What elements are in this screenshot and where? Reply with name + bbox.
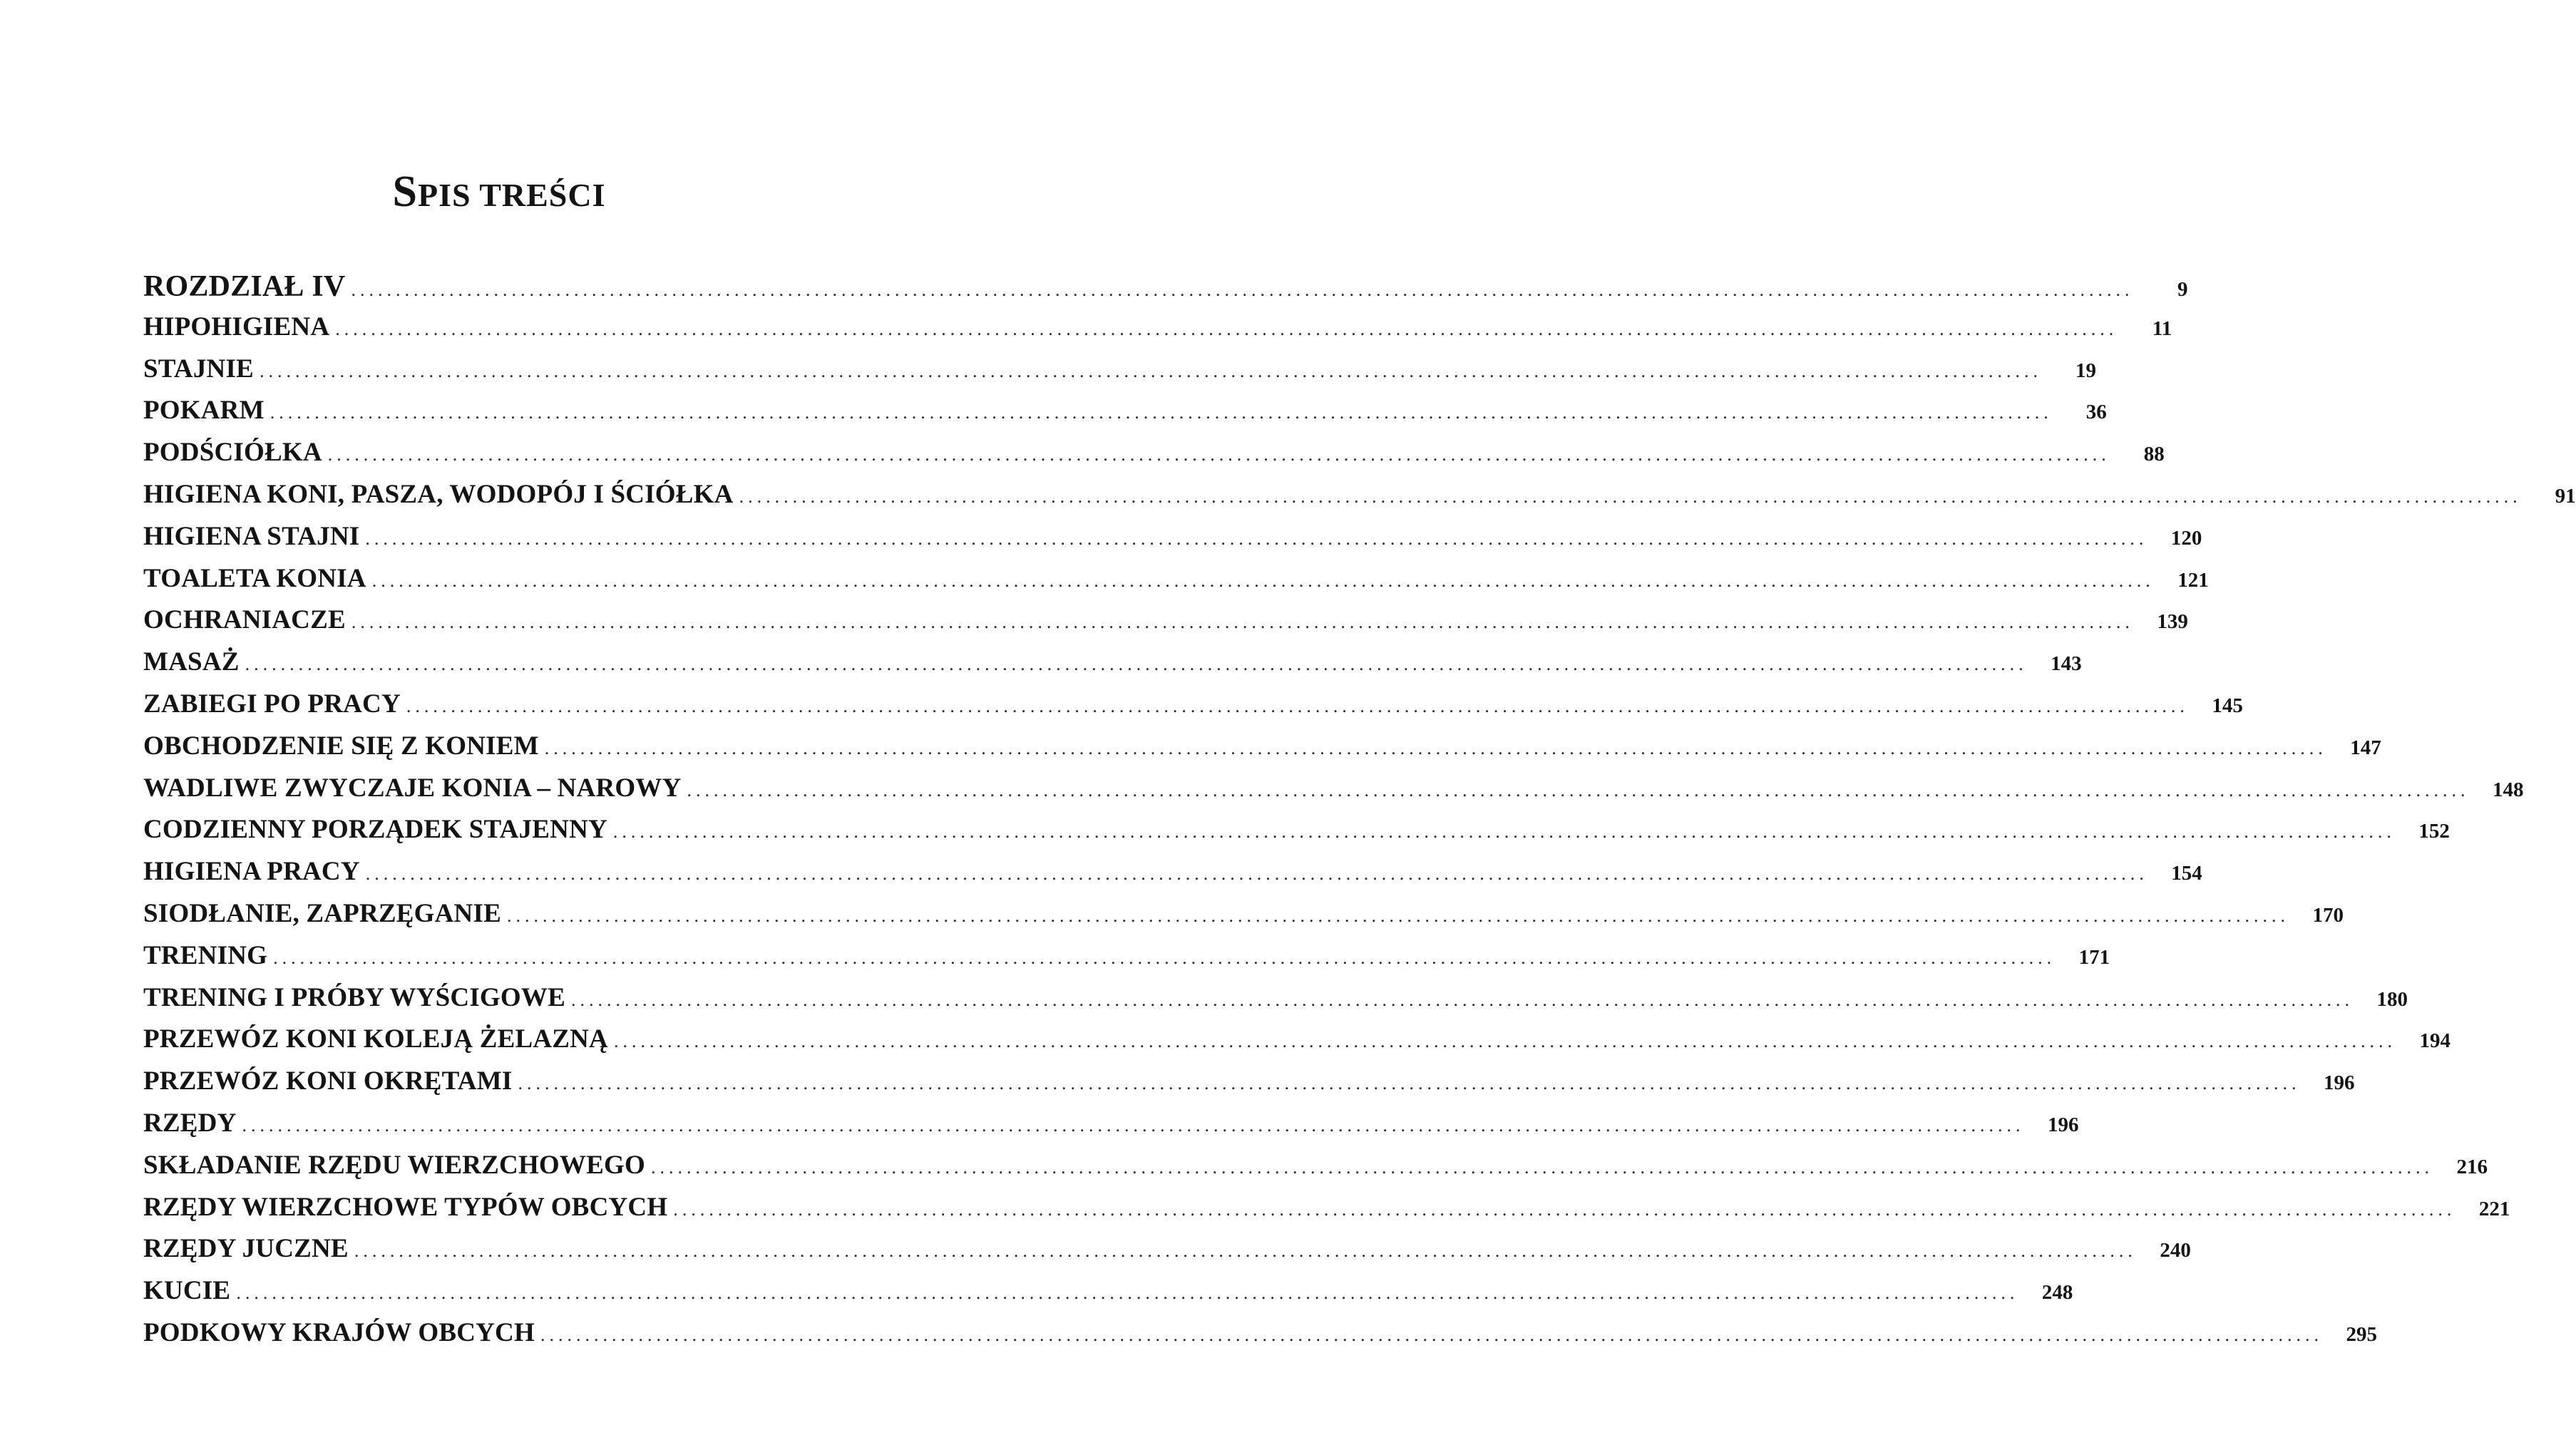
toc-entry[interactable] (143, 731, 2381, 773)
dot-leader: ........................................................................................................................................................................................................ (335, 318, 2118, 339)
toc-entry-label: POKARM (143, 396, 265, 426)
dot-leader: ........................................................................................................................................................................................................ (351, 612, 2134, 633)
toc-entry-page-number: 145 (2212, 694, 2243, 717)
toc-entry-page-number: 196 (2048, 1113, 2079, 1136)
toc-entry-page-number: 143 (2051, 652, 2082, 676)
dot-leader: ........................................................................................................................................................................................................ (236, 1282, 2019, 1304)
dot-leader: ........................................................................................................................................................................................................ (365, 863, 2148, 885)
toc-entry-page-number: 154 (2171, 862, 2202, 885)
toc-entry[interactable] (143, 1024, 2451, 1066)
toc-entry[interactable] (143, 773, 2524, 815)
toc-entry-label: CODZIENNY PORZĄDEK STAJENNY (143, 815, 607, 845)
toc-entry-label: HIGIENA PRACY (143, 857, 360, 887)
toc-entry-label: KUCIE (143, 1276, 231, 1306)
toc-entry-label: SIODŁANIE, ZAPRZĘGANIE (143, 898, 501, 928)
toc-title (0, 170, 998, 214)
toc-entry[interactable] (143, 814, 2450, 856)
dot-leader: ........................................................................................................................................................................................................ (273, 947, 2056, 968)
dot-leader: ........................................................................................................................................................................................................ (544, 737, 2327, 758)
toc-entry[interactable] (143, 856, 2202, 898)
toc-entry[interactable] (143, 605, 2188, 647)
toc-entry-page-number: 19 (2075, 359, 2096, 382)
toc-entry[interactable] (143, 354, 2096, 396)
dot-leader: ........................................................................................................................................................................................................ (518, 1073, 2301, 1094)
dot-leader: ........................................................................................................................................................................................................ (245, 654, 2028, 675)
toc-entry-page-number: 152 (2418, 820, 2450, 843)
toc-entry[interactable] (143, 563, 2209, 605)
toc-entry[interactable] (143, 1275, 2073, 1317)
toc-entry[interactable] (143, 647, 2082, 689)
toc-entry[interactable] (143, 689, 2243, 731)
dot-leader: ........................................................................................................................................................................................................ (406, 695, 2189, 716)
toc-entry[interactable] (143, 940, 2110, 982)
dot-leader: ........................................................................................................................................................................................................ (371, 570, 2155, 591)
dot-leader: ........................................................................................................................................................................................................ (612, 821, 2396, 843)
dot-leader: ........................................................................................................................................................................................................ (540, 1324, 2323, 1345)
toc-entry-page-number: 240 (2160, 1239, 2191, 1262)
toc-entry-label: PRZEWÓZ KONI OKRĘTAMI (143, 1066, 513, 1096)
toc-entry-page-number: 11 (2152, 317, 2172, 340)
toc-entry-label: ZABIEGI PO PRACY (143, 689, 401, 719)
toc-entry-page-number: 147 (2350, 736, 2381, 759)
dot-leader: ........................................................................................................................................................................................................ (613, 1031, 2396, 1052)
toc-entry[interactable] (143, 1317, 2377, 1359)
toc-entry-label: OBCHODZENIE SIĘ Z KONIEM (143, 731, 539, 761)
toc-entry[interactable] (143, 479, 2576, 521)
dot-leader: ........................................................................................................................................................................................................ (739, 485, 2522, 507)
toc-entry-label: HIPOHIGIENA (143, 312, 330, 341)
toc-entry-page-number: 248 (2041, 1281, 2073, 1305)
toc-entry-page-number: 216 (2456, 1155, 2488, 1178)
toc-entry[interactable] (143, 437, 2165, 479)
toc-entry[interactable] (143, 1108, 2079, 1150)
dot-leader: ........................................................................................................................................................................................................ (650, 1156, 2433, 1178)
toc-entry-label: MASAŻ (143, 647, 240, 677)
dot-leader: ........................................................................................................................................................................................................ (351, 279, 2134, 300)
toc-entry-page-number: 170 (2312, 903, 2344, 927)
toc-entry-label: OCHRANIACZE (143, 605, 346, 635)
toc-entry[interactable] (143, 1150, 2488, 1192)
toc-entry-page-number: 171 (2078, 945, 2110, 969)
toc-entry[interactable] (143, 395, 2107, 437)
toc-entry-page-number: 88 (2143, 443, 2165, 466)
toc-entry[interactable] (143, 312, 2172, 354)
toc-entry-label: RZĘDY WIERZCHOWE TYPÓW OBCYCH (143, 1192, 668, 1222)
dot-leader: ........................................................................................................................................................................................................ (259, 360, 2042, 381)
toc-entry-label: STAJNIE (143, 354, 254, 384)
toc-list (143, 269, 2576, 1359)
toc-title-rest: PIS TREŚCI (417, 177, 606, 213)
toc-entry-label: SKŁADANIE RZĘDU WIERZCHOWEGO (143, 1150, 645, 1180)
dot-leader: ........................................................................................................................................................................................................ (242, 1114, 2025, 1136)
dot-leader: ........................................................................................................................................................................................................ (365, 528, 2148, 549)
toc-entry-page-number: 295 (2346, 1322, 2377, 1346)
toc-entry-label: RZĘDY (143, 1108, 237, 1138)
dot-leader: ........................................................................................................................................................................................................ (687, 779, 2470, 801)
toc-entry-label: PODŚCIÓŁKA (143, 438, 322, 468)
dot-leader: ........................................................................................................................................................................................................ (327, 444, 2110, 466)
toc-entry[interactable] (143, 1066, 2355, 1108)
toc-entry[interactable] (143, 521, 2202, 563)
toc-entry-page-number: 9 (2177, 278, 2188, 301)
dot-leader: ........................................................................................................................................................................................................ (270, 402, 2053, 423)
toc-entry-label: TOALETA KONIA (143, 563, 366, 593)
toc-entry-page-number: 180 (2376, 987, 2408, 1011)
toc-entry[interactable] (143, 982, 2408, 1024)
toc-entry[interactable] (143, 1192, 2510, 1234)
toc-entry-page-number: 221 (2478, 1197, 2510, 1220)
toc-entry[interactable] (143, 269, 2188, 312)
dot-leader: ........................................................................................................................................................................................................ (570, 989, 2354, 1010)
dot-leader: ........................................................................................................................................................................................................ (354, 1240, 2137, 1262)
toc-entry-label: RZĘDY JUCZNE (143, 1234, 349, 1264)
toc-entry-label: HIGIENA KONI, PASZA, WODOPÓJ I ŚCIÓŁKA (143, 479, 734, 509)
dot-leader: ........................................................................................................................................................................................................ (506, 905, 2289, 926)
toc-entry-label: ROZDZIAŁ IV (143, 270, 346, 303)
toc-title-initial: S (392, 168, 418, 216)
toc-entry-label: WADLIWE ZWYCZAJE KONIA – NAROWY (143, 773, 682, 803)
toc-entry-page-number: 194 (2419, 1029, 2451, 1053)
toc-entry-label: PRZEWÓZ KONI KOLEJĄ ŻELAZNĄ (143, 1024, 608, 1054)
toc-entry[interactable] (143, 898, 2344, 940)
toc-entry-label: TRENING I PRÓBY WYŚCIGOWE (143, 982, 565, 1012)
toc-entry-page-number: 139 (2157, 610, 2188, 634)
toc-entry-page-number: 91 (2555, 484, 2576, 508)
toc-entry-page-number: 196 (2323, 1071, 2355, 1095)
toc-entry-page-number: 120 (2170, 526, 2202, 550)
toc-entry-label: PODKOWY KRAJÓW OBCYCH (143, 1317, 535, 1347)
toc-entry-page-number: 121 (2177, 568, 2209, 592)
toc-entry-page-number: 148 (2493, 778, 2524, 801)
toc-entry[interactable] (143, 1233, 2191, 1275)
toc-entry-page-number: 36 (2085, 401, 2107, 424)
toc-entry-label: TRENING (143, 940, 268, 970)
toc-entry-label: HIGIENA STAJNI (143, 521, 360, 551)
dot-leader: ........................................................................................................................................................................................................ (673, 1198, 2456, 1220)
